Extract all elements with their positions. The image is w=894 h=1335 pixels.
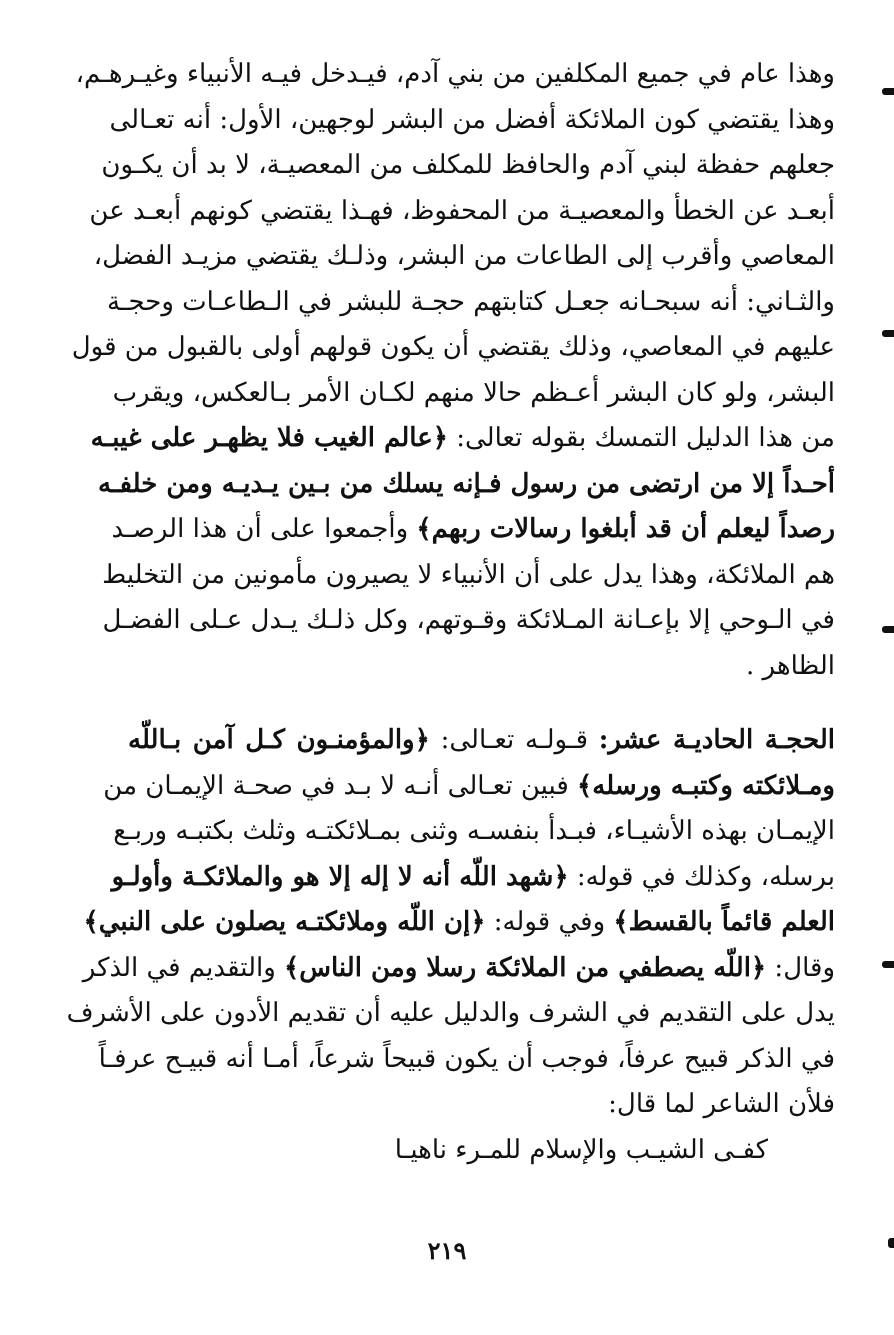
text-line: من هذا الدليل التمسك بقوله تعالى: ﴿عالم الغيب فلا يظهـر على غيبـه (90, 423, 835, 453)
text-line (97, 462, 835, 508)
section-heading: الحجـة الحاديـة عشر: (598, 725, 836, 755)
text-line: أبعـد عن الخطأ والمعصيـة من المحفوظ، فهـذا يقتضي كونهم أبعـد عن (89, 195, 835, 226)
text-line: والثـاني: أنه سبحـانه جعـل كتابتهم حجـة للبشر في الـطاعـات وحجـة (106, 286, 835, 317)
text-line: فلأن الشاعر لما قال: (608, 1089, 835, 1119)
paragraph-angels-guardians (71, 52, 835, 689)
quran-quote: ومـلائكته وكتبـه ورسله﴾ (577, 770, 835, 801)
margin-mark (888, 1238, 894, 1248)
text-line: الظاهر . (746, 650, 835, 681)
text-line: عليهم في المعاصي، وذلك يقتضي أن يكون قولهم أولى بالقبول من قول (71, 332, 835, 362)
quran-quote: رصداً ليعلم أن قد أبلغوا رسالات ربهم﴾ (416, 514, 835, 544)
text-line: في الـوحي إلا بإعـانة المـلائكة وقـوتهم، وكل ذلـك يـدل عـلى الفضـل (102, 605, 835, 635)
text-line: وهذا عام في جميع المكلفين من بني آدم، فيـدخل فيـه الأنبياء وغيـرهـم، (75, 59, 835, 89)
quran-quote: أحـداً إلا من ارتضى من رسول فـإنه يسلك من بـين يـديـه ومن خلفـه (97, 468, 835, 499)
page-number: ٢١٩ (427, 1236, 467, 1265)
margin-mark (882, 88, 894, 95)
text-line: يدل على التقديم في الشرف والدليل عليه أن تقديم الأدون على الأشرف (66, 998, 835, 1028)
quran-quote: العلم قائماً بالقسط﴾ (613, 907, 835, 937)
text-line: جعلهم حفظة لبني آدم والحافظ للمكلف من المعصيـة، لا بد أن يكـون (101, 150, 835, 180)
text-line: وقال: ﴿اللّه يصطفي من الملائكة رسلا ومن الناس﴾ والتقديم في الذكر (82, 952, 835, 983)
quran-quote: ﴿والمؤمنـون كـل آمن بـاللّه (128, 725, 430, 755)
quran-quote: ﴿شهد اللّه أنه لا إله إلا هو والملائكـة وأولـو (111, 861, 569, 892)
quran-quote: ﴿إن اللّه وملائكتـه يصلون على النبي﴾ (83, 907, 486, 937)
text-line: برسله، وكذلك في قوله: ﴿شهد اللّه أنه لا إله إلا هو والملائكـة وأولـو (111, 861, 835, 892)
poetry-verse: كفـى الشيـب والإسلام للمـرء ناهيـا (394, 1135, 768, 1165)
text-line: رصداً ليعلم أن قد أبلغوا رسالات ربهم﴾ وأجمعوا على أن هذا الرصـد (111, 514, 835, 544)
text-line: المعاصي وأقرب إلى الطاعات من البشر، وذلـك يقتضي مزيـد الفضل، (93, 241, 835, 271)
text-line: ومـلائكته وكتبـه ورسله﴾ فبين تعـالى أنـه لا بـد في صحـة الإيمـان من (103, 770, 835, 801)
text-line: البشر، ولو كان البشر أعـظم حالا منهم لكـان الأمر بـالعكس، ويقرب (112, 377, 835, 408)
quran-quote: ﴿عالم الغيب فلا يظهـر على غيبـه (90, 423, 448, 453)
text-line: وهذا يقتضي كون الملائكة أفضل من البشر لوجهين، الأول: أنه تعـالى (109, 104, 835, 135)
text-line: في الذكر قبيح عرفاً، فوجب أن يكون قبيحاً شرعاً، أمـا أنه قبيـح عرفـاً (98, 1043, 835, 1074)
quran-quote: ﴿اللّه يصطفي من الملائكة رسلا ومن الناس﴾ (284, 952, 767, 983)
text-line: العلم قائماً بالقسط﴾ وفي قوله: ﴿إن اللّه وملائكتـه يصلون على النبي﴾ (83, 907, 835, 937)
text-line: هم الملائكة، وهذا يدل على أن الأنبياء لا يصيرون مأمونين من التخليط (102, 559, 835, 590)
margin-mark (882, 330, 894, 337)
text-line: الإيمـان بهذه الأشيـاء، فبـدأ بنفسـه وثنى بمـلائكتـه وثلث بكتبـه وربـع (113, 816, 835, 846)
margin-mark (882, 626, 894, 633)
margin-mark (882, 961, 894, 968)
paragraph-eleventh-argument (66, 718, 836, 1128)
text-line: الحجـة الحاديـة عشر: قـولـه تعـالى: ﴿والمؤمنـون كـل آمن بـاللّه (128, 725, 836, 755)
